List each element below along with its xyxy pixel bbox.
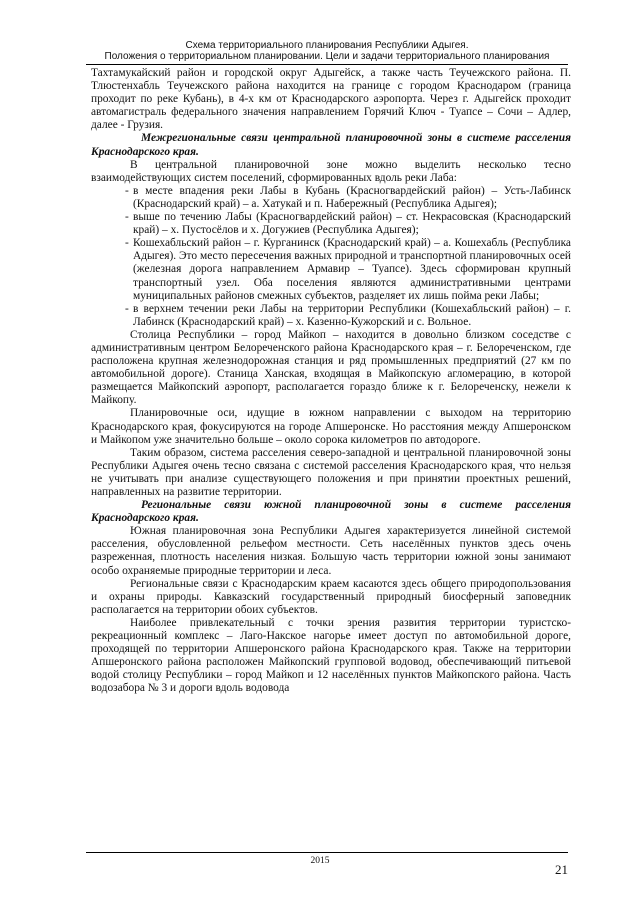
list-item bbox=[125, 184, 571, 211]
paragraph: Южная планировочная зона Республики Адыгея характеризуется линейной системой расселения, обусловленной рельефом местности. Сеть населённых пунктов здесь очень разреженная, плотность населения низкая. Большую часть территории южной зоны занимают особо охраняемые природные территории и леса. bbox=[91, 525, 571, 577]
bullet-marker: - bbox=[125, 211, 129, 224]
list-item-text: Кошехабльский район – г. Курганинск (Краснодарский край) – а. Кошехабль (Республика Адыгея). Это место пересечения важных природной и транспортной планировочных осей (железная дорога направлением Армавир – Туапсе). Здесь сформирован крупный транспортный узел. Оба поселения являются административными центрами муниципальных районов смежных субъектов, разделяет их лишь пойма реки Лабы; bbox=[133, 237, 571, 302]
section-heading: Межрегиональные связи центральной планировочной зоны в системе расселения Краснодарского края. bbox=[91, 132, 571, 158]
header-subtitle-line: Положения о территориальном планировании. Цели и задачи территориального планирования bbox=[104, 51, 550, 62]
list-item-text: выше по течению Лабы (Красногвардейский район) – ст. Некрасовская (Краснодарский край) – х. Пустосёлов и х. Догужиев (Республика Адыгея); bbox=[133, 211, 571, 237]
list-item bbox=[125, 211, 571, 237]
document-header bbox=[86, 40, 568, 62]
footer-divider bbox=[86, 852, 568, 853]
list-item-text: в верхнем течении реки Лабы на территории Республики (Кошехабльский район) – г. Лабинск (Краснодарский край) – х. Казенно-Кужорский и с. Вольное. bbox=[133, 302, 571, 328]
bullet-marker: - bbox=[125, 184, 129, 197]
list-item-text: в месте впадения реки Лабы в Кубань (Красногвардейский район) – Усть-Лабинск (Краснодарский край) – а. Хатукай и п. Набережный (Республика Адыгея); bbox=[133, 184, 571, 210]
paragraph: Планировочные оси, идущие в южном направлении с выходом на территорию Краснодарского края, фокусируются на городе Апшеронске. Но расстояния между Апшеронском и Майкопом уже значительно больше – около сорока километров по автодороге. bbox=[91, 407, 571, 446]
list-item bbox=[125, 237, 571, 302]
paragraph: Тахтамукайский район и городской округ Адыгейск, а также часть Теучежского района. П. Тлюстенхабль Теучежского района находится на границе с городом Краснодаром (граница проходит по реке Кубань), в 4-х км от Краснодарского аэропорта. Через г. Адыгейск проходит автомагистраль федерального значения направлением Горячий Ключ - Туапсе – Сочи – Адлер, далее - Грузия. bbox=[91, 67, 571, 132]
paragraph: Региональные связи с Краснодарским краем касаются здесь общего природопользования и охраны природы. Кавказский государственный природный биосферный заповедник располагается на территории обоих субъектов. bbox=[91, 577, 571, 616]
page-number: 21 bbox=[555, 862, 568, 877]
section-heading: Региональные связи южной планировочной зоны в системе расселения Краснодарского края. bbox=[91, 499, 571, 525]
document-body bbox=[91, 67, 571, 696]
bullet-marker: - bbox=[125, 237, 129, 250]
paragraph: Наиболее привлекательный с точки зрения развития территории туристско-рекреационный комплекс – Лаго-Накское нагорье имеет доступ по автомобильной дороге, проходящей по территории Апшеронского района Краснодарского края. Также на территории Апшеронского района расположен Майкопский групповой водовод, обеспечивающий питьевой водой столицу Республики – город Майкоп и 12 населённых пунктов Майкопского района. Часть водозабора № 3 и дороги вдоль водовода bbox=[91, 616, 571, 695]
paragraph: Столица Республики – город Майкоп – находится в довольно близком соседстве с административным центром Белореченского района Краснодарского края – г. Белореченском, где расположена крупная железнодорожная станция и ряд промышленных предприятий (27 км по автомобильной дороге). Станица Ханская, входящая в Майкопскую агломерацию, в которой размещается Майкопский аэропорт, располагается гораздо ближе к г. Белореченску, нежели к Майкопу. bbox=[91, 328, 571, 407]
bullet-marker: - bbox=[125, 302, 129, 315]
paragraph: В центральной планировочной зоне можно выделить несколько тесно взаимодействующих систем поселений, сформированных вдоль реки Лаба: bbox=[91, 158, 571, 184]
list-item bbox=[125, 302, 571, 329]
header-title-line: Схема территориального планирования Республики Адыгея. bbox=[185, 40, 469, 51]
footer-year: 2015 bbox=[310, 856, 330, 866]
bullet-list bbox=[91, 185, 571, 329]
paragraph: Таким образом, система расселения северо-западной и центральной планировочной зоны Республики Адыгея очень тесно связана с системой расселения Краснодарского края, что нельзя не учитывать при анализе существующего положения и при принятии проектных решений, направленных на развитие территории. bbox=[91, 446, 571, 498]
header-divider bbox=[86, 64, 568, 65]
